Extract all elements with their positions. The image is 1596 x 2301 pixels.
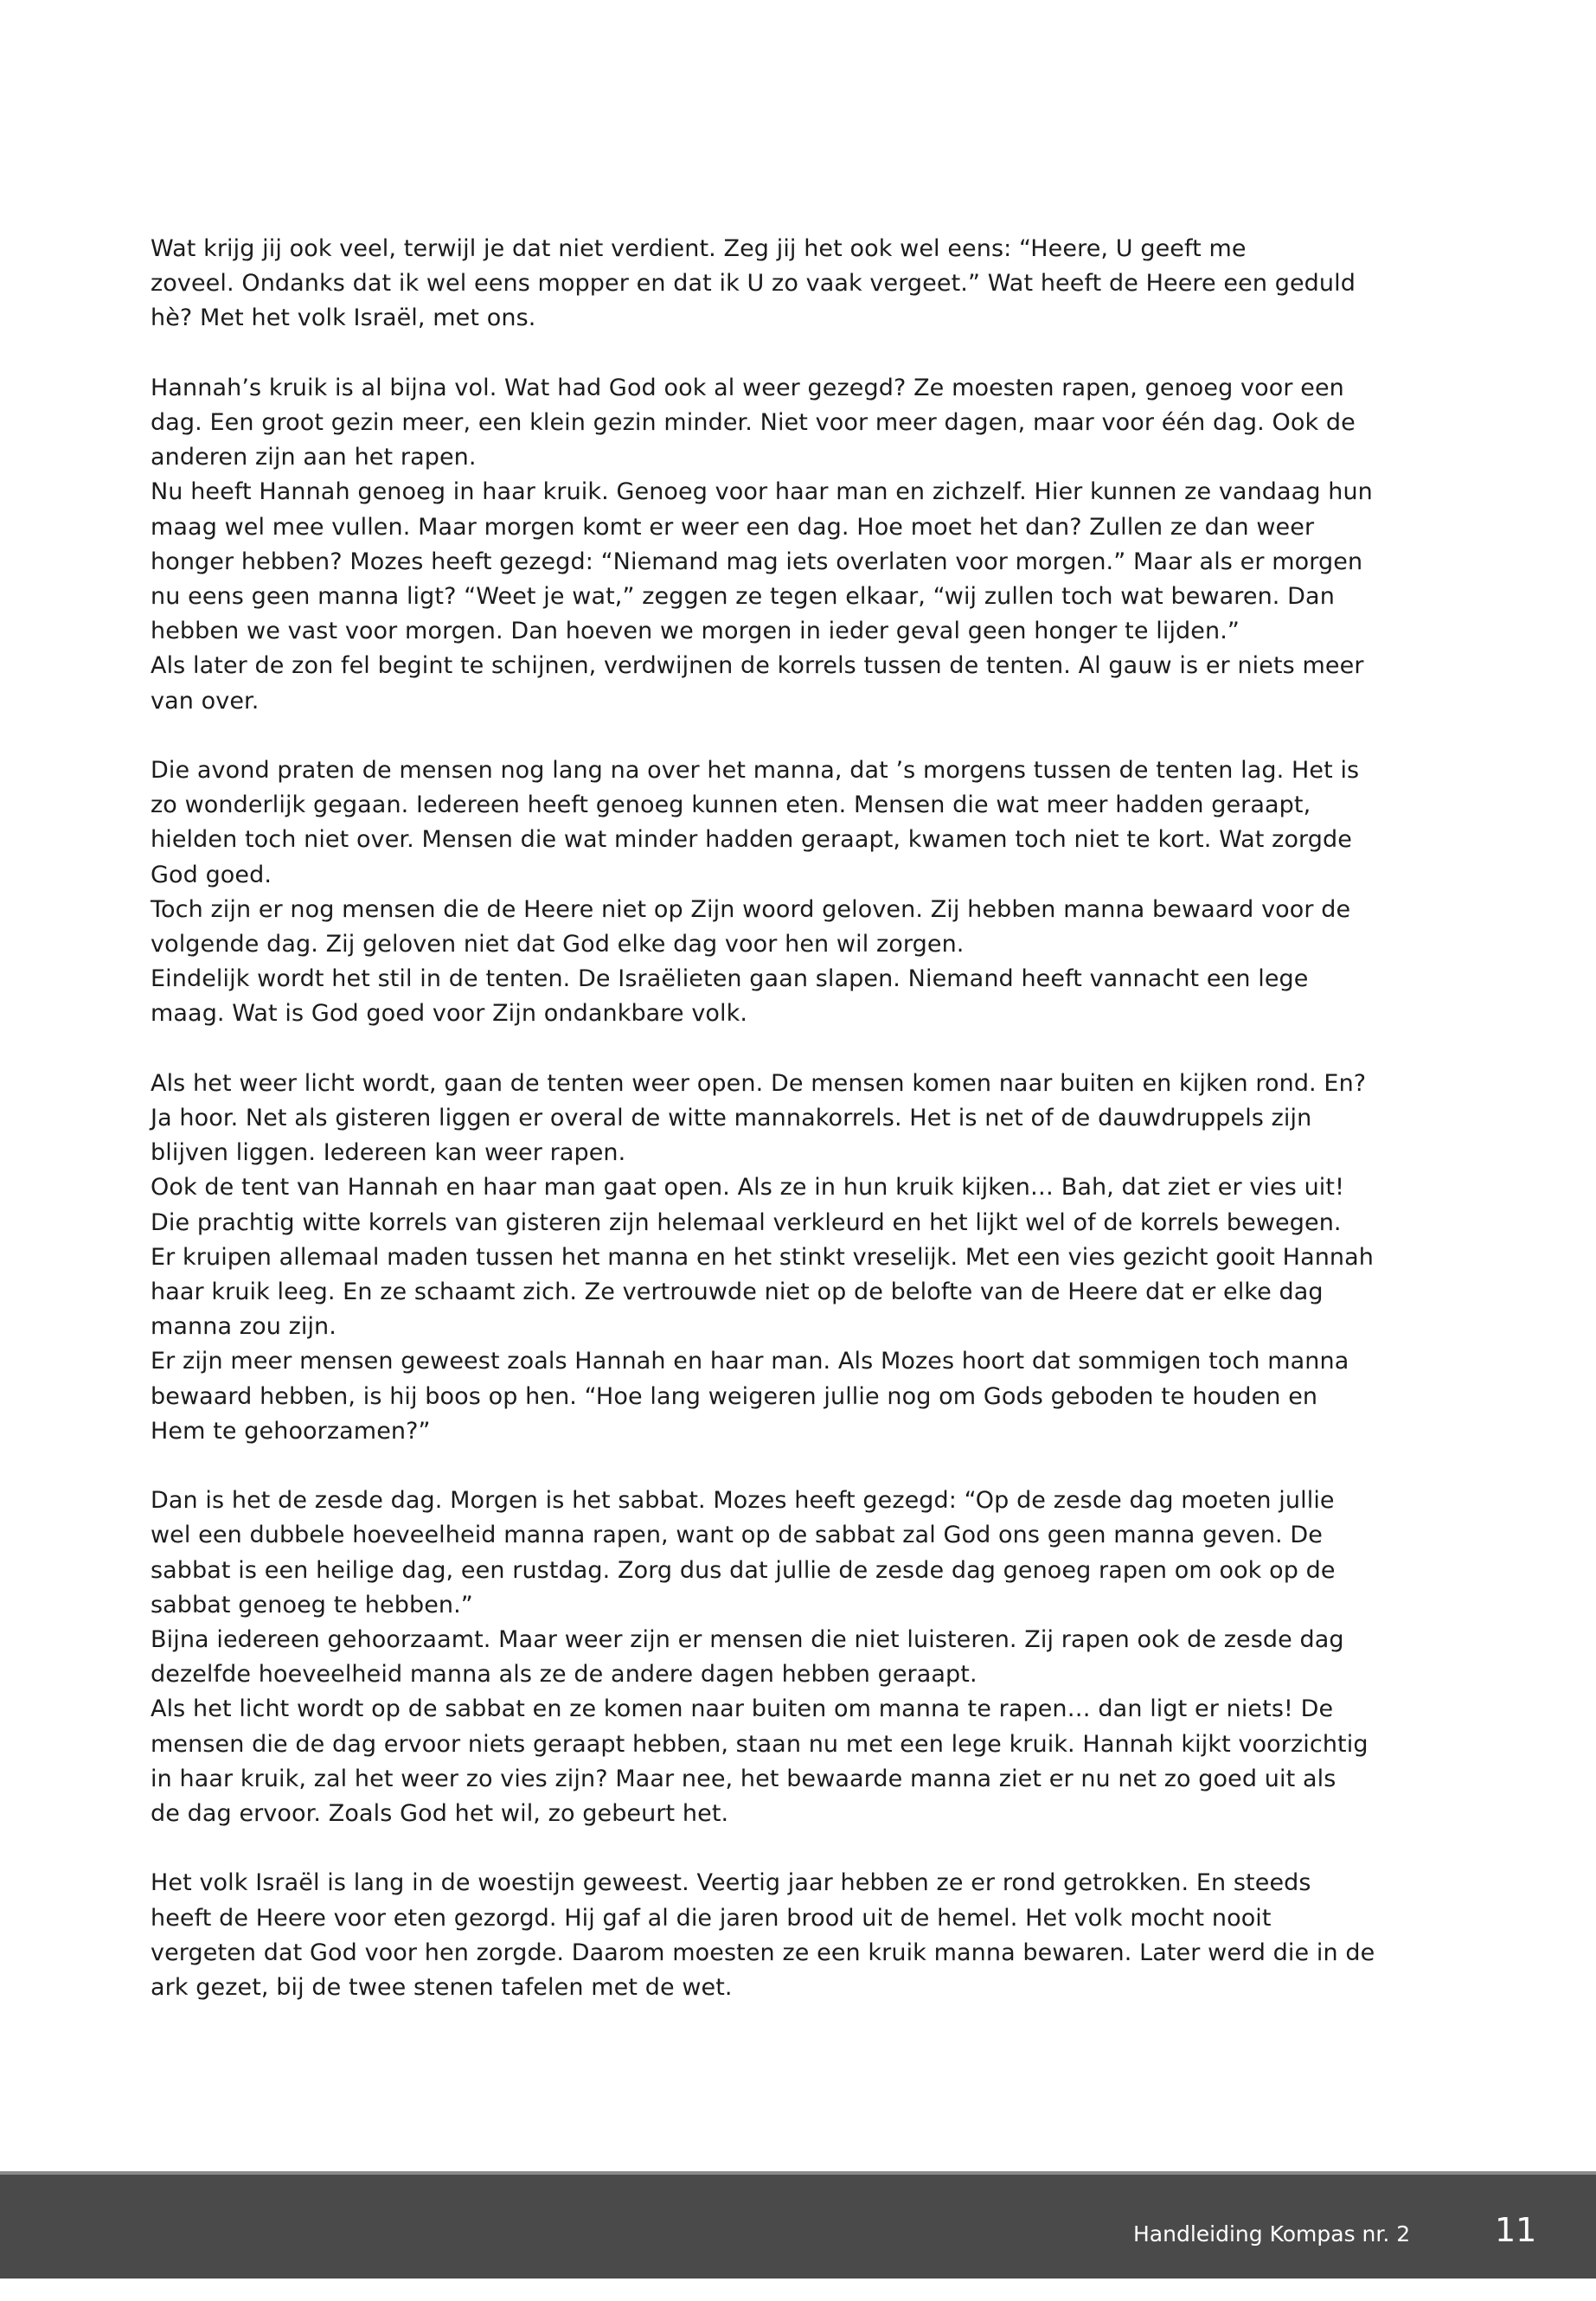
text-line: van over. [151,687,260,715]
footer-title: Handleiding Kompas nr. 2 [1133,2221,1411,2247]
text-line: bewaard hebben, is hij boos op hen. “Hoe lang weigeren jullie nog om Gods geboden te houden en [151,1382,1318,1410]
text-line: sabbat genoeg te hebben.” [151,1591,473,1618]
page-body [151,232,1448,2040]
text-line: blijven liggen. Iedereen kan weer rapen. [151,1139,626,1167]
text-line: hebben we vast voor morgen. Dan hoeven we morgen in ieder geval geen honger te lijden.” [151,618,1240,645]
text-line: ark gezet, bij de twee stenen tafelen met de wet. [151,1974,733,2002]
text-line: dezelfde hoeveelheid manna als ze de andere dagen hebben geraapt. [151,1661,977,1689]
paragraph [151,753,1448,1032]
paragraph [151,232,1448,336]
text-line: mensen die de dag ervoor niets geraapt hebben, staan nu met een lege kruik. Hannah kijkt voorzichtig [151,1730,1368,1758]
text-line: de dag ervoor. Zoals God het wil, zo gebeurt het. [151,1800,729,1828]
text-line: hè? Met het volk Israël, met ons. [151,304,536,332]
text-line: Die avond praten de mensen nog lang na over het manna, dat ’s morgens tussen de tenten lag. Het is [151,757,1360,785]
text-line: Nu heeft Hannah genoeg in haar kruik. Genoeg voor haar man en zichzelf. Hier kunnen ze vandaag hun [151,478,1373,506]
text-line: zoveel. Ondanks dat ik wel eens mopper en dat ik U zo vaak vergeet.” Wat heeft de Heere een geduld [151,270,1356,298]
text-line: Eindelijk wordt het stil in de tenten. De Israëlieten gaan slapen. Niemand heeft vannacht een lege [151,965,1309,993]
text-line: haar kruik leeg. En ze schaamt zich. Ze vertrouwde niet op de belofte van de Heere dat er elke dag [151,1279,1324,1306]
text-line: Hannah’s kruik is al bijna vol. Wat had God ook al weer gezegd? Ze moesten rapen, genoeg voor een [151,374,1344,401]
text-line: Toch zijn er nog mensen die de Heere niet op Zijn woord geloven. Zij hebben manna bewaard voor de [151,895,1351,923]
text-line: Als later de zon fel begint te schijnen, verdwijnen de korrels tussen de tenten. Al gauw is er niets meer [151,652,1364,680]
text-line: wel een dubbele hoeveelheid manna rapen, want op de sabbat zal God ons geen manna geven. De [151,1522,1323,1549]
paragraph [151,1067,1448,1449]
text-line: Dan is het de zesde dag. Morgen is het sabbat. Mozes heeft gezegd: “Op de zesde dag moeten jullie [151,1487,1335,1515]
text-line: maag. Wat is God goed voor Zijn ondankbare volk. [151,1000,748,1028]
text-line: Wat krijg jij ook veel, terwijl je dat niet verdient. Zeg jij het ook wel eens: “Heere, U geeft me [151,235,1247,262]
text-line: Ja hoor. Net als gisteren liggen er overal de witte mannakorrels. Het is net of de dauwdruppels zijn [151,1105,1312,1132]
text-line: Bijna iedereen gehoorzaamt. Maar weer zijn er mensen die niet luisteren. Zij rapen ook de zesde dag [151,1626,1344,1654]
paragraph [151,1484,1448,1831]
text-line: sabbat is een heilige dag, een rustdag. Zorg dus dat jullie de zesde dag genoeg rapen om ook op de [151,1556,1336,1584]
text-line: Ook de tent van Hannah en haar man gaat open. Als ze in hun kruik kijken… Bah, dat ziet er vies uit! [151,1174,1345,1202]
text-line: Er zijn meer mensen geweest zoals Hannah en haar man. Als Mozes hoort dat sommigen toch manna [151,1348,1349,1375]
text-line: manna zou zijn. [151,1313,337,1341]
text-line: maag wel mee vullen. Maar morgen komt er weer een dag. Hoe moet het dan? Zullen ze dan weer [151,513,1315,541]
text-line: vergeten dat God voor hen zorgde. Daarom moesten ze een kruik manna bewaren. Later werd die in de [151,1939,1375,1966]
paragraph [151,371,1448,719]
paragraph [151,1866,1448,2005]
text-line: hielden toch niet over. Mensen die wat minder hadden geraapt, kwamen toch niet te kort. Wat zorgde [151,826,1352,854]
text-line: Het volk Israël is lang in de woestijn geweest. Veertig jaar hebben ze er rond getrokken. En steeds [151,1869,1311,1897]
text-line: zo wonderlijk gegaan. Iedereen heeft genoeg kunnen eten. Mensen die wat meer hadden geraapt, [151,792,1311,819]
text-line: nu eens geen manna ligt? “Weet je wat,” zeggen ze tegen elkaar, “wij zullen toch wat bewaren. Dan [151,583,1335,611]
text-line: heeft de Heere voor eten gezorgd. Hij gaf al die jaren brood uit de hemel. Het volk mocht nooit [151,1904,1272,1932]
text-line: Als het licht wordt op de sabbat en ze komen naar buiten om manna te rapen… dan ligt er niets! De [151,1695,1334,1723]
text-line: honger hebben? Mozes heeft gezegd: “Niemand mag iets overlaten voor morgen.” Maar als er morgen [151,548,1363,575]
text-line: in haar kruik, zal het weer zo vies zijn? Maar nee, het bewaarde manna ziet er nu net zo goed uit als [151,1765,1336,1792]
text-line: Er kruipen allemaal maden tussen het manna en het stinkt vreselijk. Met een vies gezicht gooit Hannah [151,1243,1375,1271]
page-number: 11 [1495,2211,1537,2249]
text-line: dag. Een groot gezin meer, een klein gezin minder. Niet voor meer dagen, maar voor één dag. Ook de [151,409,1356,436]
text-line: volgende dag. Zij geloven niet dat God elke dag voor hen wil zorgen. [151,931,965,958]
text-line: God goed. [151,861,272,888]
text-line: Hem te gehoorzamen?” [151,1417,431,1445]
text-line: anderen zijn aan het rapen. [151,444,477,471]
text-line: Die prachtig witte korrels van gisteren zijn helemaal verkleurd en het lijkt wel of de korrels bewegen. [151,1208,1342,1236]
text-line: Als het weer licht wordt, gaan de tenten weer open. De mensen komen naar buiten en kijken rond. En? [151,1069,1367,1097]
